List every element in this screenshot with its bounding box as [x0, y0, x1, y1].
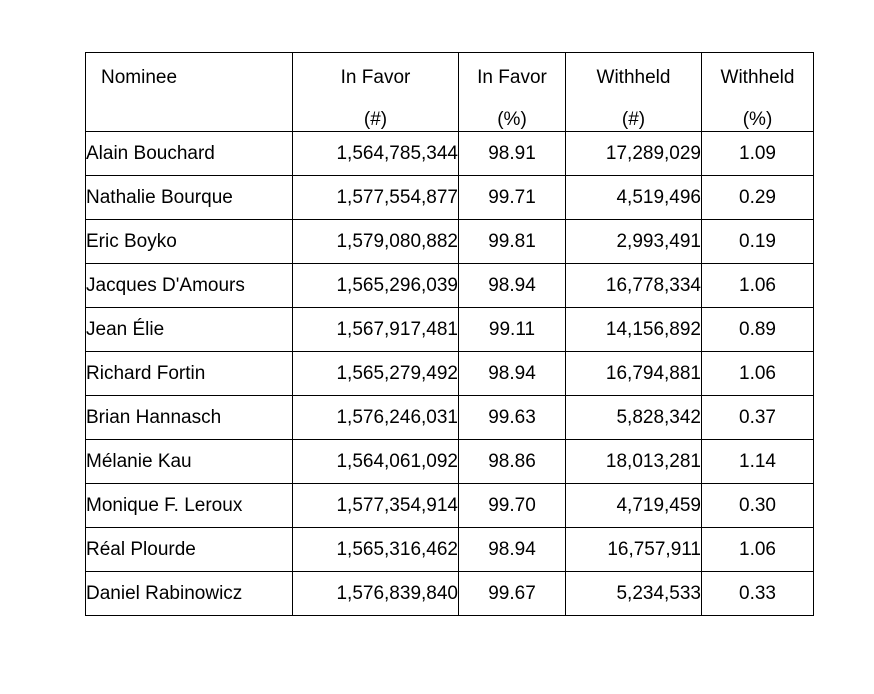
cell-nominee: Jean Élie: [86, 308, 293, 352]
cell-in-favor-number: 1,577,354,914: [293, 484, 459, 528]
cell-in-favor-number: 1,565,296,039: [293, 264, 459, 308]
cell-nominee: Nathalie Bourque: [86, 176, 293, 220]
cell-withheld-number: 4,519,496: [566, 176, 702, 220]
cell-nominee: Richard Fortin: [86, 352, 293, 396]
cell-withheld-number: 17,289,029: [566, 132, 702, 176]
table-row: [86, 132, 814, 176]
table-row: [86, 572, 814, 616]
table-row: [86, 528, 814, 572]
cell-withheld-percent: 0.89: [702, 308, 814, 352]
cell-withheld-number: 16,778,334: [566, 264, 702, 308]
cell-nominee: Daniel Rabinowicz: [86, 572, 293, 616]
cell-in-favor-number: 1,567,917,481: [293, 308, 459, 352]
table-row: [86, 352, 814, 396]
header-withheld-number-line2: (#): [621, 109, 646, 130]
cell-withheld-percent: 0.30: [702, 484, 814, 528]
voting-results-table: [85, 52, 814, 616]
table-row: [86, 440, 814, 484]
cell-withheld-percent: 1.06: [702, 528, 814, 572]
cell-in-favor-percent: 99.63: [459, 396, 566, 440]
cell-withheld-percent: 0.37: [702, 396, 814, 440]
table-row: [86, 308, 814, 352]
cell-in-favor-percent: 98.94: [459, 264, 566, 308]
cell-in-favor-number: 1,565,279,492: [293, 352, 459, 396]
table-row: [86, 396, 814, 440]
cell-withheld-number: 16,794,881: [566, 352, 702, 396]
table-header: [86, 53, 814, 132]
cell-withheld-percent: 1.06: [702, 352, 814, 396]
table-row: [86, 484, 814, 528]
cell-in-favor-number: 1,565,316,462: [293, 528, 459, 572]
cell-withheld-number: 5,234,533: [566, 572, 702, 616]
header-in-favor-number-line1: In Favor: [340, 67, 411, 88]
header-in-favor-percent: [459, 53, 566, 132]
header-in-favor-number-line2: (#): [363, 109, 388, 130]
cell-nominee: Eric Boyko: [86, 220, 293, 264]
cell-withheld-percent: 1.06: [702, 264, 814, 308]
header-nominee: [86, 53, 293, 132]
cell-withheld-percent: 1.14: [702, 440, 814, 484]
cell-nominee: Alain Bouchard: [86, 132, 293, 176]
cell-withheld-percent: 0.19: [702, 220, 814, 264]
table-row: [86, 264, 814, 308]
cell-in-favor-percent: 99.81: [459, 220, 566, 264]
cell-in-favor-percent: 98.94: [459, 528, 566, 572]
cell-in-favor-percent: 98.86: [459, 440, 566, 484]
table-body: [86, 132, 814, 616]
header-withheld-percent-line1: Withheld: [720, 67, 795, 88]
cell-withheld-number: 18,013,281: [566, 440, 702, 484]
header-withheld-number-line1: Withheld: [596, 67, 671, 88]
cell-withheld-number: 5,828,342: [566, 396, 702, 440]
header-in-favor-percent-line2: (%): [497, 109, 527, 130]
table-row: [86, 176, 814, 220]
cell-withheld-percent: 0.33: [702, 572, 814, 616]
cell-in-favor-number: 1,577,554,877: [293, 176, 459, 220]
cell-in-favor-number: 1,576,246,031: [293, 396, 459, 440]
cell-nominee: Réal Plourde: [86, 528, 293, 572]
cell-nominee: Jacques D'Amours: [86, 264, 293, 308]
cell-in-favor-percent: 99.11: [459, 308, 566, 352]
cell-withheld-number: 4,719,459: [566, 484, 702, 528]
cell-in-favor-percent: 99.67: [459, 572, 566, 616]
cell-withheld-number: 16,757,911: [566, 528, 702, 572]
header-withheld-percent: [702, 53, 814, 132]
table-row: [86, 220, 814, 264]
cell-in-favor-percent: 98.94: [459, 352, 566, 396]
cell-in-favor-number: 1,579,080,882: [293, 220, 459, 264]
cell-nominee: Brian Hannasch: [86, 396, 293, 440]
cell-nominee: Mélanie Kau: [86, 440, 293, 484]
header-row: [86, 53, 814, 132]
cell-nominee: Monique F. Leroux: [86, 484, 293, 528]
cell-withheld-number: 2,993,491: [566, 220, 702, 264]
header-in-favor-percent-line1: In Favor: [477, 67, 547, 88]
header-withheld-number: [566, 53, 702, 132]
header-nominee-label: Nominee: [101, 67, 178, 88]
cell-in-favor-percent: 98.91: [459, 132, 566, 176]
cell-in-favor-percent: 99.70: [459, 484, 566, 528]
cell-withheld-percent: 1.09: [702, 132, 814, 176]
header-in-favor-number: [293, 53, 459, 132]
cell-in-favor-percent: 99.71: [459, 176, 566, 220]
cell-in-favor-number: 1,564,785,344: [293, 132, 459, 176]
cell-withheld-percent: 0.29: [702, 176, 814, 220]
header-withheld-percent-line2: (%): [742, 109, 773, 130]
cell-in-favor-number: 1,576,839,840: [293, 572, 459, 616]
cell-withheld-number: 14,156,892: [566, 308, 702, 352]
cell-in-favor-number: 1,564,061,092: [293, 440, 459, 484]
